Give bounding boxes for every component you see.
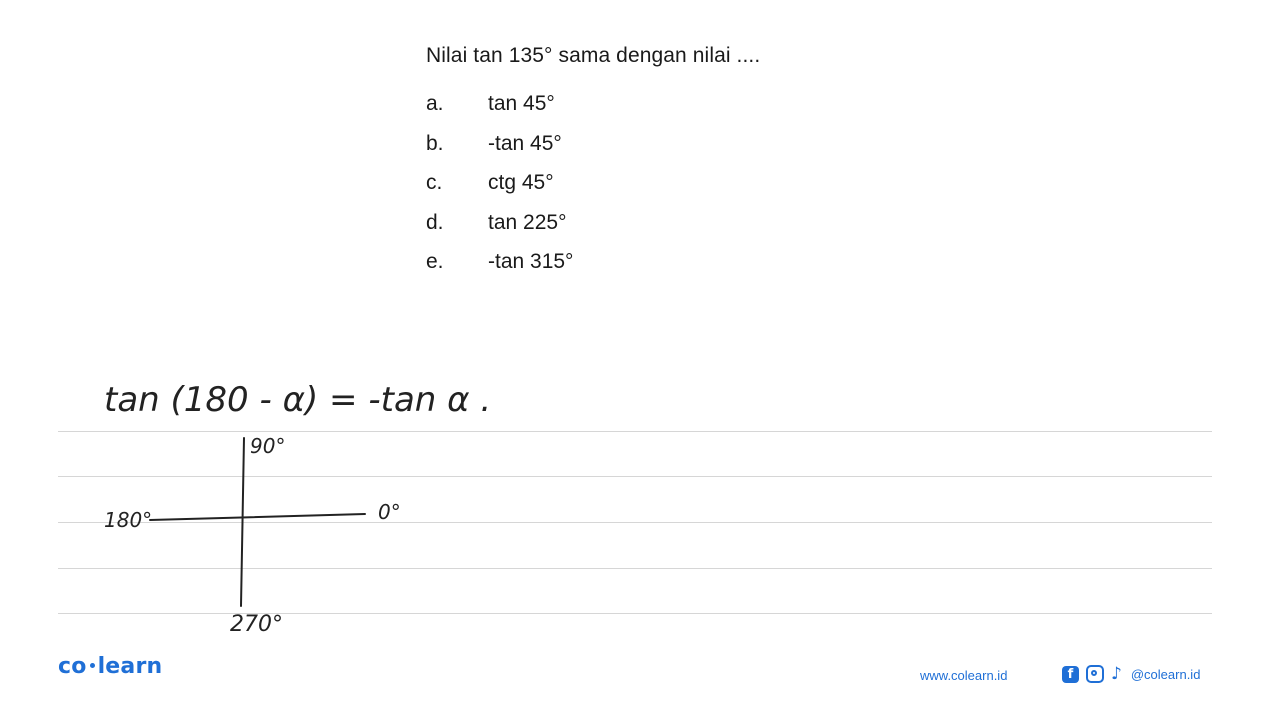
social-handle[interactable]: @colearn.id — [1130, 666, 1201, 682]
option-text: ctg 45° — [488, 171, 554, 194]
horizontal-axis — [150, 514, 365, 520]
facebook-icon[interactable]: f — [1062, 666, 1079, 683]
option-letter: e. — [426, 250, 444, 273]
tiktok-icon[interactable]: ♪ — [1111, 663, 1122, 684]
handwritten-identity: tan (180 - α) = -tan α . — [104, 380, 492, 420]
option-text: tan 45° — [488, 92, 555, 115]
angle-label-0: 0° — [378, 500, 401, 524]
option-letter: b. — [426, 131, 444, 155]
option-letter: a. — [426, 92, 444, 115]
angle-label-270: 270° — [230, 612, 283, 637]
instagram-icon[interactable] — [1086, 665, 1104, 683]
website-link[interactable]: www.colearn.id — [920, 668, 1008, 683]
angle-label-180: 180° — [104, 508, 153, 532]
question-text: Nilai tan 135° sama dengan nilai .... — [426, 44, 761, 67]
logo-dot — [90, 663, 95, 668]
colearn-logo — [58, 654, 162, 679]
option-text: tan 225° — [488, 210, 567, 234]
option-letter: d. — [426, 210, 444, 234]
social-links — [1062, 665, 1200, 683]
option-text: -tan 45° — [488, 131, 562, 155]
angle-label-90: 90° — [250, 434, 286, 458]
option-letter: c. — [426, 171, 443, 194]
option-text: -tan 315° — [488, 250, 574, 273]
logo-part-co: co — [58, 654, 87, 679]
vertical-axis — [241, 438, 244, 606]
logo-part-learn: learn — [97, 654, 163, 679]
